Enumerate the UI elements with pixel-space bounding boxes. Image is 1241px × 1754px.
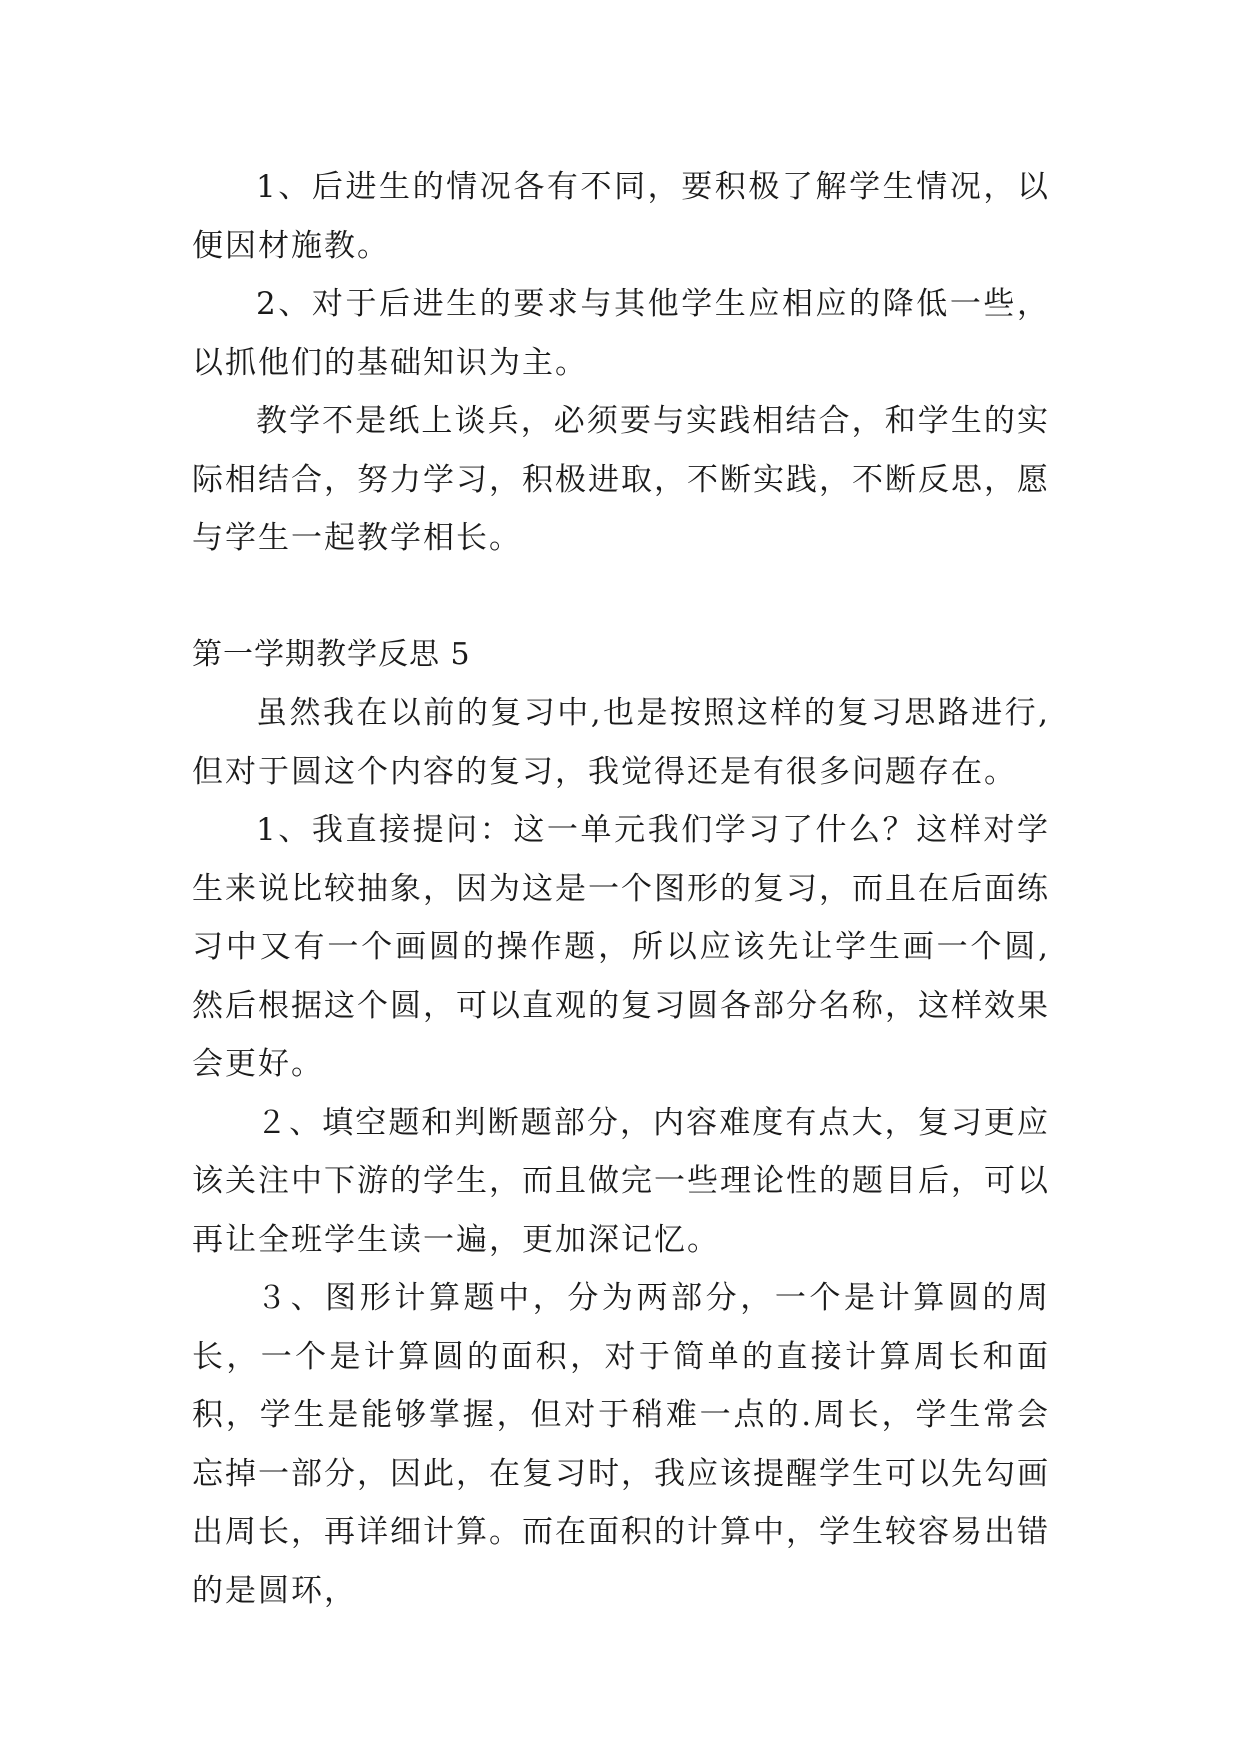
paragraph-2: 2、对于后进生的要求与其他学生应相应的降低一些，以抓他们的基础知识为主。 — [192, 286, 1050, 381]
paragraph-3: 教学不是纸上谈兵，必须要与实践相结合，和学生的实际相结合，努力学习，积极进取，不断实践，不断反思，愿与学生一起教学相长。 — [192, 403, 1050, 556]
paragraph-5: 1、我直接提问：这一单元我们学习了什么？这样对学生来说比较抽象，因为这是一个图形的复习，而且在后面练习中又有一个画圆的操作题，所以应该先让学生画一个圆,然后根据这个圆，可以直观的复习圆各部分名称，这样效果会更好。 — [192, 812, 1050, 1082]
paragraph-4: 虽然我在以前的复习中,也是按照这样的复习思路进行,但对于圆这个内容的复习，我觉得还是有很多问题存在。 — [192, 695, 1050, 790]
document-body — [192, 158, 1050, 1620]
paragraph-6: ２、填空题和判断题部分，内容难度有点大，复习更应该关注中下游的学生，而且做完一些理论性的题目后，可以再让全班学生读一遍，更加深记忆。 — [192, 1104, 1050, 1258]
paragraph-1: 1、后进生的情况各有不同，要积极了解学生情况，以便因材施教。 — [192, 169, 1050, 264]
paragraph-7: ３、图形计算题中，分为两部分，一个是计算圆的周长，一个是计算圆的面积，对于简单的直接计算周长和面积，学生是能够掌握，但对于稍难一点的.周长，学生常会忘掉一部分，因此，在复习时，我应该提醒学生可以先勾画出周长，再详细计算。而在面积的计算中，学生较容易出错的是圆环， — [192, 1280, 1050, 1609]
section-title: 第一学期教学反思 5 — [192, 636, 471, 672]
section-spacer — [192, 568, 1050, 626]
